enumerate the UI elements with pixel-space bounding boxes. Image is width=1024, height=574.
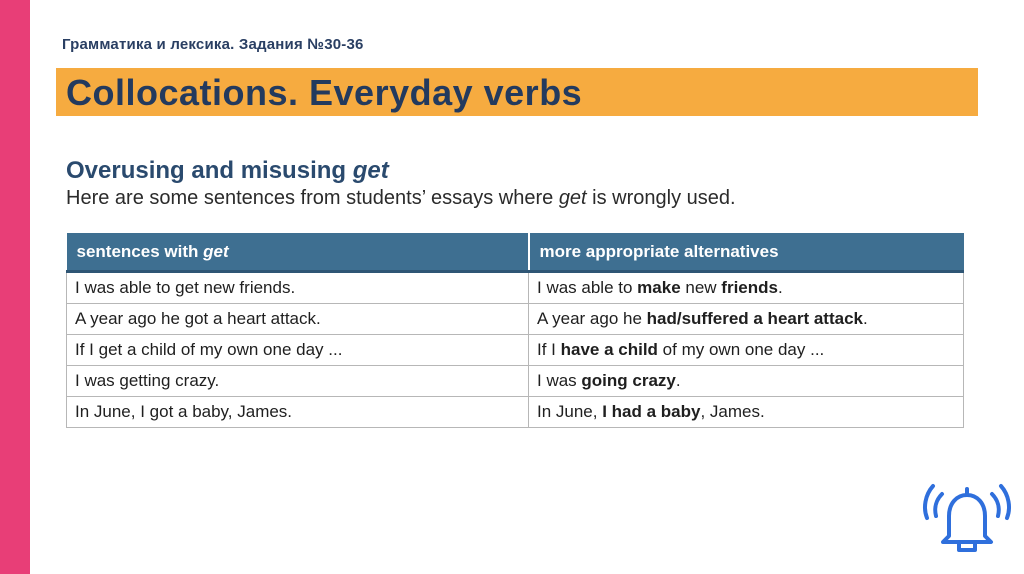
alternative-text: . <box>675 371 681 390</box>
cell-alternative <box>529 272 964 304</box>
table-row <box>67 397 964 428</box>
header-alternatives: more appropriate alternatives <box>529 233 964 272</box>
alternative-collocation: had/suffered a heart attack <box>646 309 863 328</box>
header-col1-text: sentences with <box>76 241 204 261</box>
alternative-text: new <box>680 278 722 297</box>
alternative-collocation: friends <box>721 278 778 297</box>
intro-text-end: is wrongly used. <box>586 187 736 209</box>
cell-sentence-with-get: If I get a child of my own one day ... <box>67 335 529 366</box>
alternative-collocation: make <box>637 278 681 297</box>
alternative-text: , James. <box>700 402 765 421</box>
slide-subtitle: Грамматика и лексика. Задания №30-36 <box>62 36 364 53</box>
alternative-text: If I <box>537 340 561 359</box>
section-heading-text: Overusing and misusing <box>66 157 353 184</box>
table-body <box>67 272 964 428</box>
intro-text-start: Here are some sentences from students’ essays where <box>66 187 559 209</box>
table-row <box>67 304 964 335</box>
header-col1-keyword: get <box>203 241 229 261</box>
alternative-text: I was <box>537 371 582 390</box>
cell-sentence-with-get: I was able to get new friends. <box>67 272 529 304</box>
cell-alternative <box>529 304 964 335</box>
comparison-table <box>66 233 964 428</box>
alternative-text: In June, <box>537 402 603 421</box>
alternative-text: of my own one day ... <box>657 340 825 359</box>
alternative-text: I was able to <box>537 278 638 297</box>
table-row <box>67 366 964 397</box>
intro-keyword: get <box>558 187 587 209</box>
table-header-row <box>67 233 964 272</box>
cell-alternative <box>529 335 964 366</box>
alternative-text: . <box>777 278 783 297</box>
cell-sentence-with-get: I was getting crazy. <box>67 366 529 397</box>
section-heading <box>66 157 389 185</box>
table-row <box>67 272 964 304</box>
bell-alarm-icon <box>922 478 1012 562</box>
alternative-collocation: I had a baby <box>602 402 701 421</box>
cell-alternative <box>529 366 964 397</box>
header-sentences-with-get <box>67 233 529 272</box>
alternative-text: A year ago he <box>537 309 647 328</box>
alternative-collocation: going crazy <box>581 371 676 390</box>
left-accent-bar <box>0 0 30 574</box>
alternative-collocation: have a child <box>560 340 658 359</box>
alternative-text: . <box>863 309 868 328</box>
slide-title: Collocations. Everyday verbs <box>66 72 583 113</box>
title-band <box>56 68 978 116</box>
section-heading-keyword: get <box>352 157 389 184</box>
cell-alternative <box>529 397 964 428</box>
cell-sentence-with-get: A year ago he got a heart attack. <box>67 304 529 335</box>
table-row <box>67 335 964 366</box>
section-intro <box>66 187 736 210</box>
cell-sentence-with-get: In June, I got a baby, James. <box>67 397 529 428</box>
